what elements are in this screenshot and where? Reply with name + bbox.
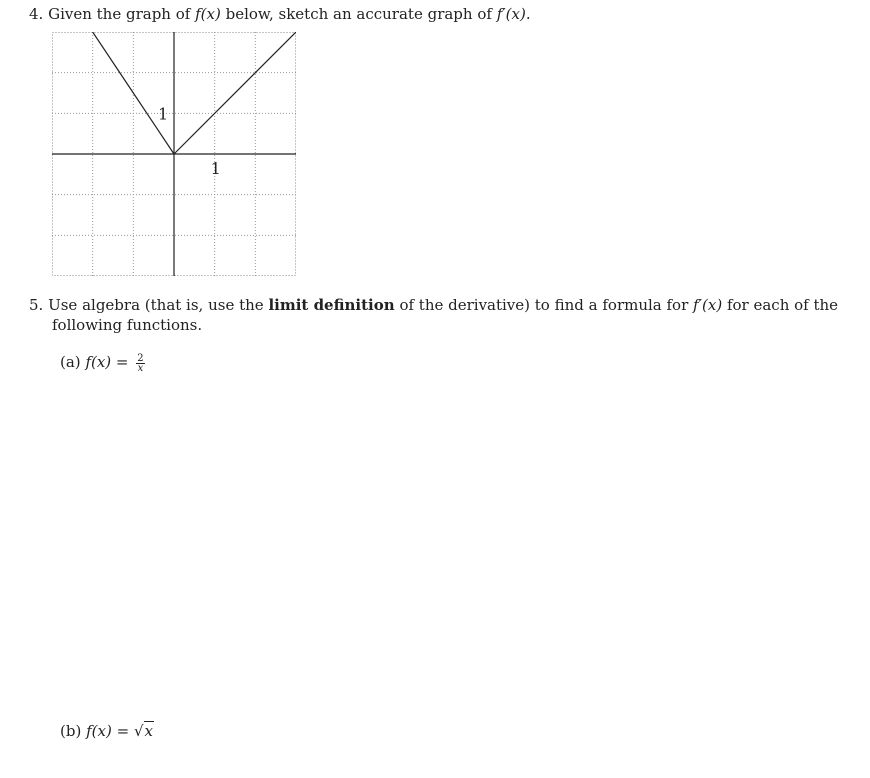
problem-5-bold: limit definition	[268, 296, 395, 314]
problem-5-number: 5.	[29, 296, 44, 314]
problem-4-number: 4.	[29, 5, 44, 23]
problem-4-text-a: Given the graph of	[48, 5, 191, 23]
problem-4-statement	[29, 4, 531, 24]
part-b-radical: √	[133, 722, 144, 740]
part-a-denominator: x	[137, 362, 144, 374]
part-b-label: (b)	[60, 722, 82, 740]
part-b	[60, 721, 154, 741]
y-tick-label: 1	[158, 104, 169, 124]
problem-5-text-c: for each of the	[726, 296, 839, 314]
problem-5-fpx: f′(x)	[693, 296, 723, 314]
x-tick-label: 1	[210, 159, 221, 178]
problem-5-text-a: Use algebra (that is, use the	[48, 296, 264, 314]
function-graph	[52, 32, 296, 276]
part-b-lhs: f(x) =	[86, 722, 130, 740]
problem-4-fx: f(x)	[195, 5, 221, 23]
problem-4-text-b: below, sketch an accurate graph of	[225, 5, 492, 23]
problem-4-fpx: f′(x)	[496, 5, 526, 23]
graph-right-branch	[174, 32, 296, 154]
part-a-fraction	[136, 354, 144, 373]
part-b-sqrt	[134, 721, 154, 741]
part-a	[60, 352, 145, 373]
part-a-label: (a)	[60, 353, 81, 371]
part-a-numerator: 2	[137, 352, 144, 364]
problem-5-statement	[29, 295, 838, 315]
part-b-radicand: x	[144, 722, 153, 740]
problem-5-text-b: of the derivative) to find a formula for	[399, 296, 689, 314]
part-a-lhs: f(x) =	[85, 353, 129, 371]
problem-4-end: .	[525, 5, 531, 23]
problem-5-line-2: following functions.	[52, 316, 203, 334]
